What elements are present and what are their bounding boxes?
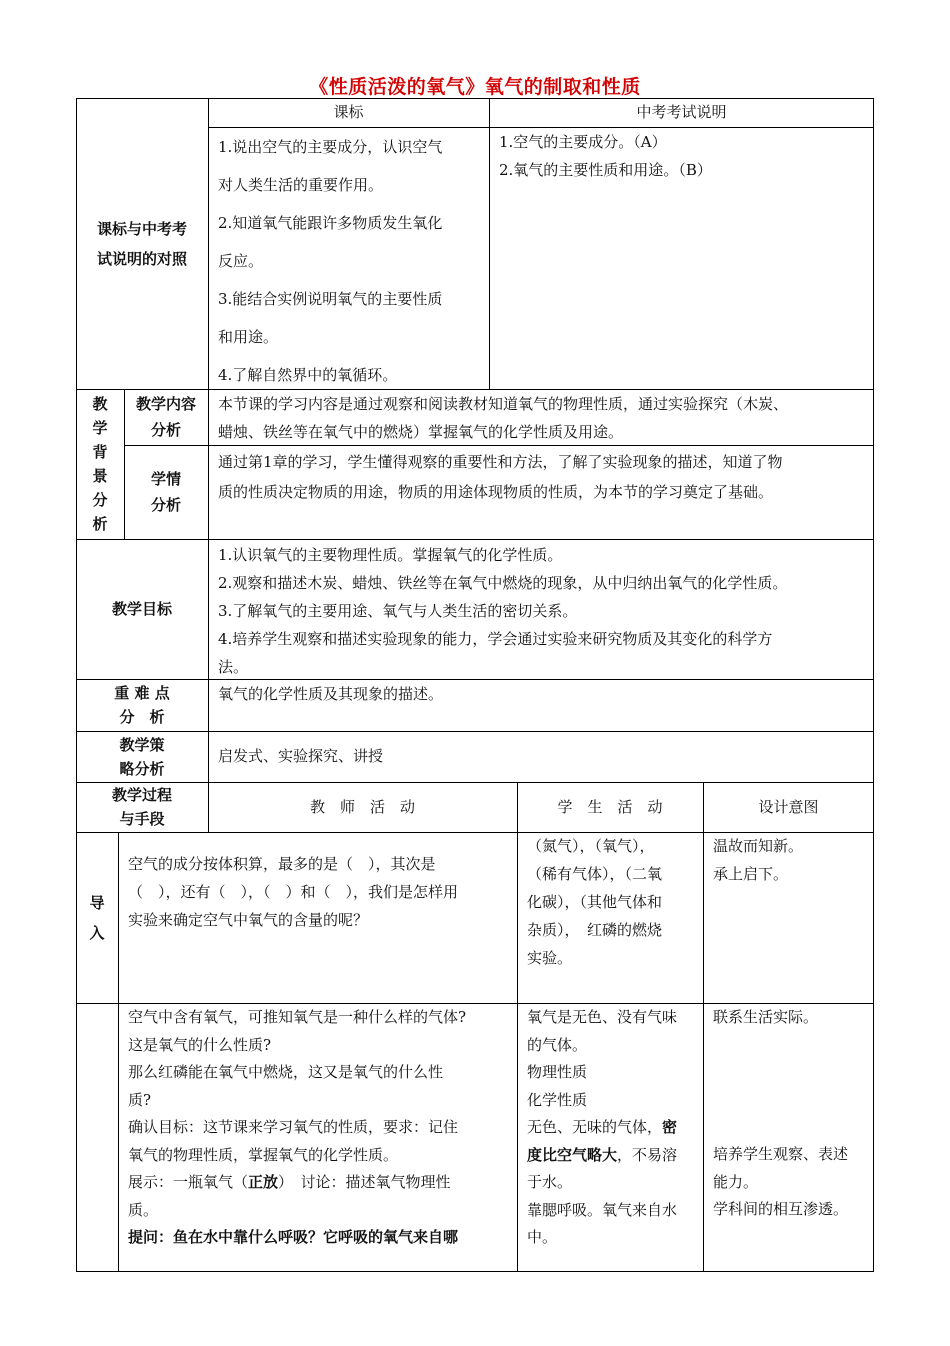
- col-line: [517, 782, 518, 1272]
- label-teaching-background: 教 学 背 景 分 析: [92, 395, 108, 533]
- density-line: 无色、无味的气体，密: [527, 1118, 678, 1136]
- exam-notes-content: 1.空气的主要成分。（A） 2.氧气的主要性质和用途。（B）: [499, 133, 712, 179]
- col-line: [208, 98, 209, 389]
- label-key-points: 重 难 点 分 析: [114, 684, 170, 726]
- header-teacher-activity: 教 师 活 动: [309, 798, 415, 816]
- lesson-design-intent-top: 联系生活实际。: [713, 1008, 819, 1026]
- label-content-analysis: 教学内容 分析: [135, 395, 196, 439]
- intro-student-activity: （氮气），（氧气）， （稀有气体），（二氧 化碳），（其他气体和 杂质）， 红磷的燃烧 实验。: [527, 837, 663, 967]
- header-student-activity: 学 生 活 动: [557, 798, 663, 816]
- intro-teacher-activity: 空气的成分按体积算，最多的是（ ），其次是 （ ），还有（ ），（ ）和（ ），我们是怎样用 实验来确定空气中氧气的含量的呢？: [128, 855, 459, 929]
- label-teaching-goals: 教学目标: [111, 600, 172, 618]
- label-learner-analysis: 学情 分析: [150, 470, 181, 514]
- content-analysis-text: 本节课的学习内容是通过观察和阅读教材知道氧气的物理性质，通过实验探究（木炭、 蜡烛、铁丝等在氧气中的燃烧）掌握氧气的化学性质及用途。: [218, 395, 789, 441]
- lesson-student-activity: 氧气是无色、没有气味 的气体。 物理性质 化学性质 无色、无味的气体，密 度比空气略大，不易溶 于水。 靠腮呼吸。氧气来自水 中。: [527, 1004, 703, 1252]
- kebiao-content: 1.说出空气的主要成分，认识空气 对人类生活的重要作用。 2.知道氧气能跟许多物质发生氧化 反应。 3.能结合实例说明氧气的主要性质 和用途。 4.了解自然界中的氧循环。: [218, 138, 443, 384]
- label-intro: 导 入: [89, 893, 105, 942]
- header-design-intent: 设计意图: [758, 798, 819, 816]
- lesson-teacher-activity: 空气中含有氧气，可推知氧气是一种什么样的气体? 这是氧气的什么性质? 那么红磷能在氧气中燃烧，这又是氧气的什么性 质? 确认目标：这节课来学习氧气的性质，要求：记住 氧气的物理性质，掌握氧气的化学性质。 展示：一瓶氧气（正放） 讨论：描述氧气物理性 质。 提问：鱼在水中靠什么呼吸？它呼吸的氧气来自哪: [128, 1004, 516, 1252]
- learner-analysis-text: 通过第1章的学习，学生懂得观察的重要性和方法，了解了实验现象的描述，知道了物 质的性质决定物质的用途，物质的用途体现物质的性质，为本节的学习奠定了基础。: [218, 453, 783, 501]
- header-kebiao: 课标: [333, 103, 364, 121]
- header-exam-notes: 中考考试说明: [636, 103, 727, 121]
- show-oxygen-line: 展示：一瓶氧气（正放） 讨论：描述氧气物理性: [128, 1173, 451, 1191]
- col-line: [489, 98, 490, 389]
- table-border-bottom: [76, 1271, 874, 1272]
- strategy-text: 启发式、实验探究、讲授: [218, 747, 384, 765]
- page-title: 《性质活泼的氧气》氧气的制取和性质: [309, 76, 641, 98]
- col-line: [208, 389, 209, 539]
- key-points-text: 氧气的化学性质及其现象的描述。: [218, 685, 444, 703]
- label-standards-comparison: 课标与中考考 试说明的对照: [96, 219, 187, 268]
- col-line: [703, 782, 704, 1272]
- lesson-design-intent-bottom: 培养学生观察、表述 能力。 学科间的相互渗透。: [713, 1145, 849, 1218]
- intro-design-intent: 温故而知新。 承上启下。: [713, 837, 804, 883]
- question-fish-breathing: 提问：鱼在水中靠什么呼吸？它呼吸的氧气来自哪: [128, 1228, 459, 1246]
- teaching-goals-list: 1.认识氧气的主要物理性质。掌握氧气的化学性质。 2.观察和描述木炭、蜡烛、铁丝等在氧气中燃烧的现象，从中归纳出氧气的化学性质。 3.了解氧气的主要用途、氧气与人类生活的密切关系。 4.培养学生观察和描述实验现象的能力，学会通过实验来研究物质及其变化的科学方 法。: [218, 546, 788, 676]
- col-line: [118, 832, 119, 1272]
- label-strategy: 教学策 略分析: [119, 735, 165, 778]
- lesson-plan-table: [76, 98, 874, 1272]
- label-process: 教学过程 与手段: [111, 786, 172, 828]
- table-border-right: [873, 98, 874, 1272]
